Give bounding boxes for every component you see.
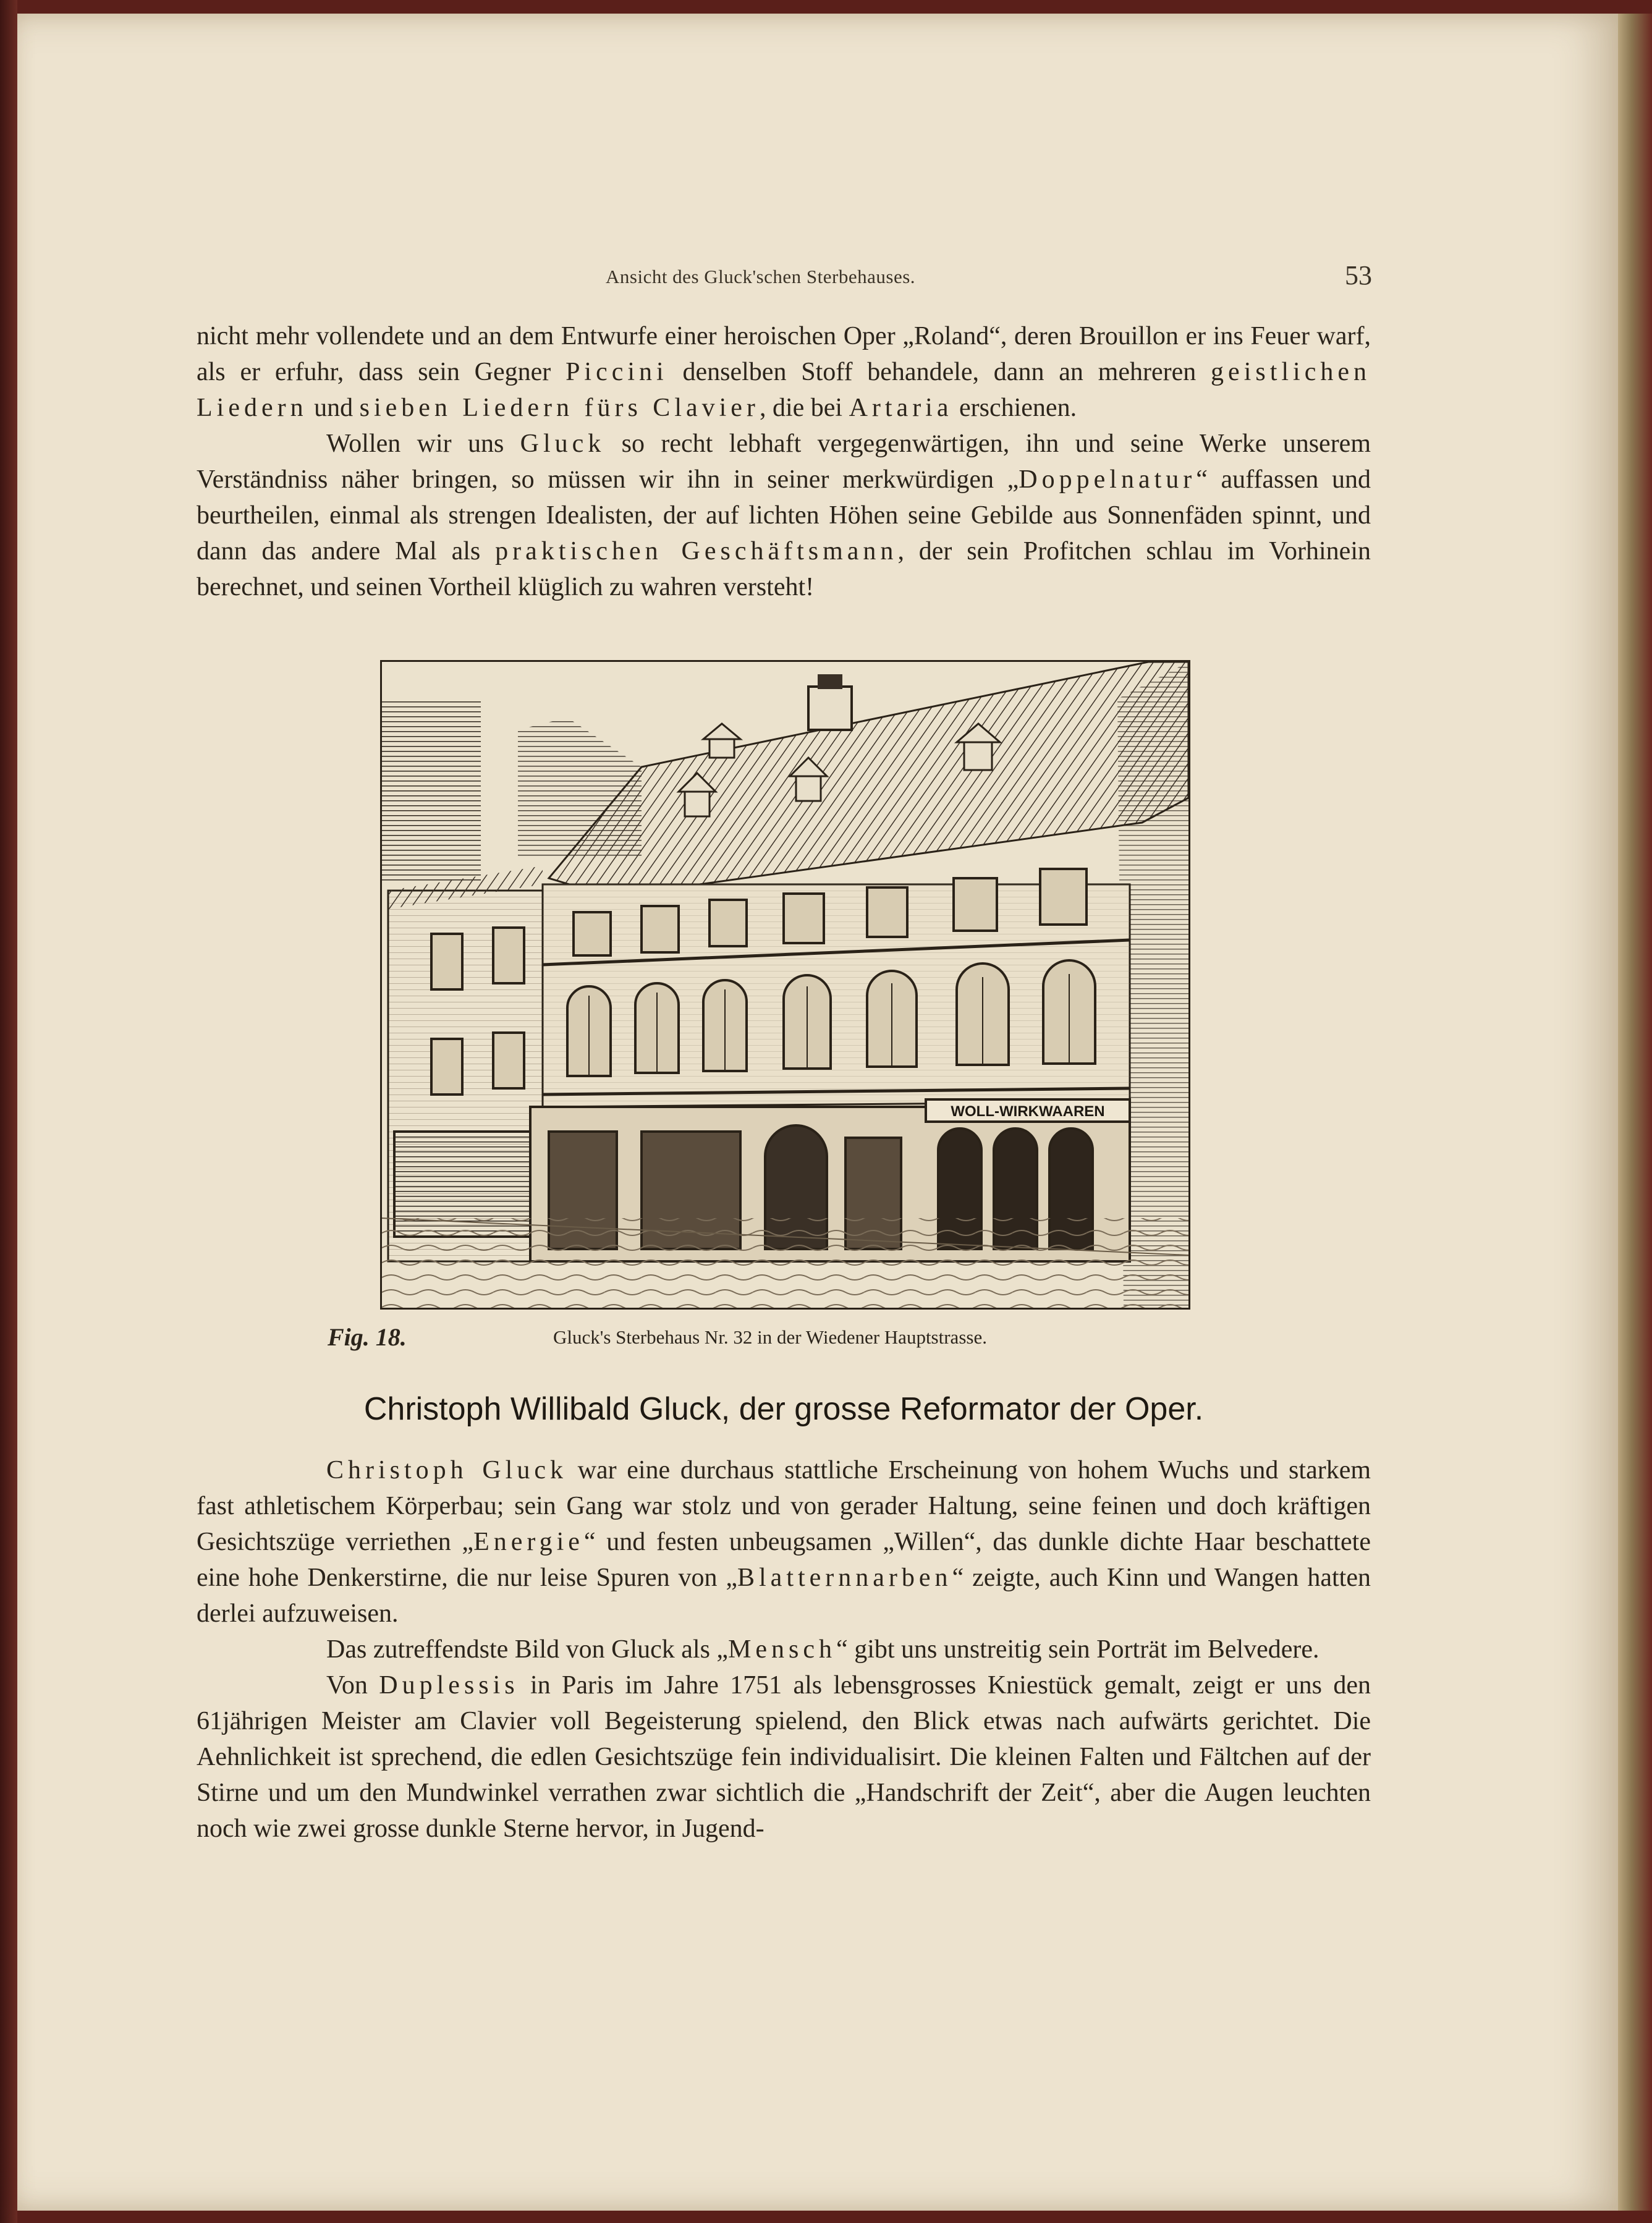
- emphasis-text: Energie: [473, 1528, 584, 1556]
- text-run: “ und festen unbeugsamen „Willen“, das dunkle dichte Haar beschattete eine hohe Denkerstirne, die nur leise Spuren von „: [197, 1528, 1371, 1592]
- figure-label: Fig. 18.: [328, 1323, 407, 1351]
- emphasis-text: Duplessis: [379, 1671, 519, 1700]
- body-text-bottom: [197, 1452, 1371, 1847]
- emphasis-text: geistlichen Liedern: [197, 358, 1371, 422]
- emphasis-text: Blatternnarben: [737, 1564, 952, 1592]
- text-run: nicht mehr vollendete und an dem Entwurfe einer heroischen Oper „Roland“, deren Brouillon er ins Feuer warf, als er erfuhr, dass sein Gegner: [197, 322, 1371, 386]
- page-header: [198, 260, 1372, 297]
- page-number: 53: [1345, 260, 1372, 290]
- emphasis-text: Piccini: [565, 358, 668, 386]
- emphasis-text: Christoph Gluck: [326, 1456, 567, 1484]
- text-run: erschienen.: [952, 394, 1077, 422]
- figure-illustration: [380, 660, 1190, 1310]
- figure-caption: [328, 1323, 1131, 1360]
- paragraph: [197, 1632, 1371, 1667]
- text-run: Von: [326, 1671, 379, 1700]
- running-title: Ansicht des Gluck'schen Sterbehauses.: [606, 266, 916, 287]
- emphasis-text: praktischen Geschäftsmann: [495, 537, 898, 565]
- paragraph: [197, 1452, 1371, 1632]
- section-heading: Christoph Willibald Gluck, der grosse Reformator der Oper.: [363, 1391, 1204, 1427]
- text-run: denselben Stoff behandele, dann an mehreren: [667, 358, 1211, 386]
- text-run: “ auffassen und beurtheilen, einmal als strengen Idealisten, der auf lichten Höhen seine Gebilde aus Sonnenfäden spinnt, und dann das andere Mal als: [197, 465, 1371, 565]
- text-run: war eine durchaus stattliche Erscheinung von hohem Wuchs und starkem fast athletischem Körperbau; sein Gang war stolz und von gerader Haltung, seine feinen und doch kräftigen Gesichtszüge verriethen „: [197, 1456, 1371, 1556]
- text-run: so recht lebhaft vergegenwärtigen, ihn und seine Werke unserem Verständniss näher bringen, so müssen wir ihn in seiner merkwürdigen „: [197, 430, 1371, 494]
- text-run: in Paris im Jahre 1751 als lebensgrosses Kniestück gemalt, zeigt er uns den 61jährigen Meister am Clavier voll Begeisterung spielend, den Blick etwas nach aufwärts gerichtet. Die Aehnlichkeit ist sprechend, die edlen Gesichtszüge fein individualisirt. Die kleinen Falten und Fältchen auf der Stirne und um den Mundwinkel verrathen zwar sichtlich die „Handschrift der Zeit“, aber die Augen leuchten noch wie zwei grosse dunkle Sterne hervor, in Jugend-: [197, 1671, 1371, 1843]
- page-edge: [1618, 14, 1652, 2211]
- figure-caption-text: Gluck's Sterbehaus Nr. 32 in der Wiedener Hauptstrasse.: [553, 1326, 987, 1348]
- text-run: und: [307, 394, 360, 422]
- text-run: Wollen wir uns: [326, 430, 520, 458]
- paragraph: [197, 318, 1371, 426]
- emphasis-text: Doppelnatur: [1019, 465, 1197, 494]
- emphasis-text: Artaria: [849, 394, 953, 422]
- building-engraving: [382, 662, 1188, 1308]
- emphasis-text: Mensch: [728, 1635, 837, 1664]
- text-run: “ gibt uns unstreitig sein Porträt im Belvedere.: [836, 1635, 1319, 1664]
- text-run: “ zeigte, auch Kinn und Wangen hatten derlei aufzuweisen.: [197, 1564, 1371, 1628]
- book-spine: [0, 0, 17, 2223]
- emphasis-text: Gluck: [520, 430, 606, 458]
- emphasis-text: sieben Liedern fürs Clavier: [359, 394, 760, 422]
- body-text-top: [197, 318, 1371, 605]
- shop-sign: WOLL-WIRKWAAREN: [951, 1103, 1105, 1120]
- text-run: Das zutreffendste Bild von Gluck als „: [326, 1635, 729, 1664]
- paragraph: [197, 1667, 1371, 1847]
- text-run: , der sein Profitchen schlau im Vorhinein berechnet, und seinen Vortheil klüglich zu wahren versteht!: [197, 537, 1371, 601]
- text-run: , die bei: [759, 394, 849, 422]
- paragraph: [197, 426, 1371, 605]
